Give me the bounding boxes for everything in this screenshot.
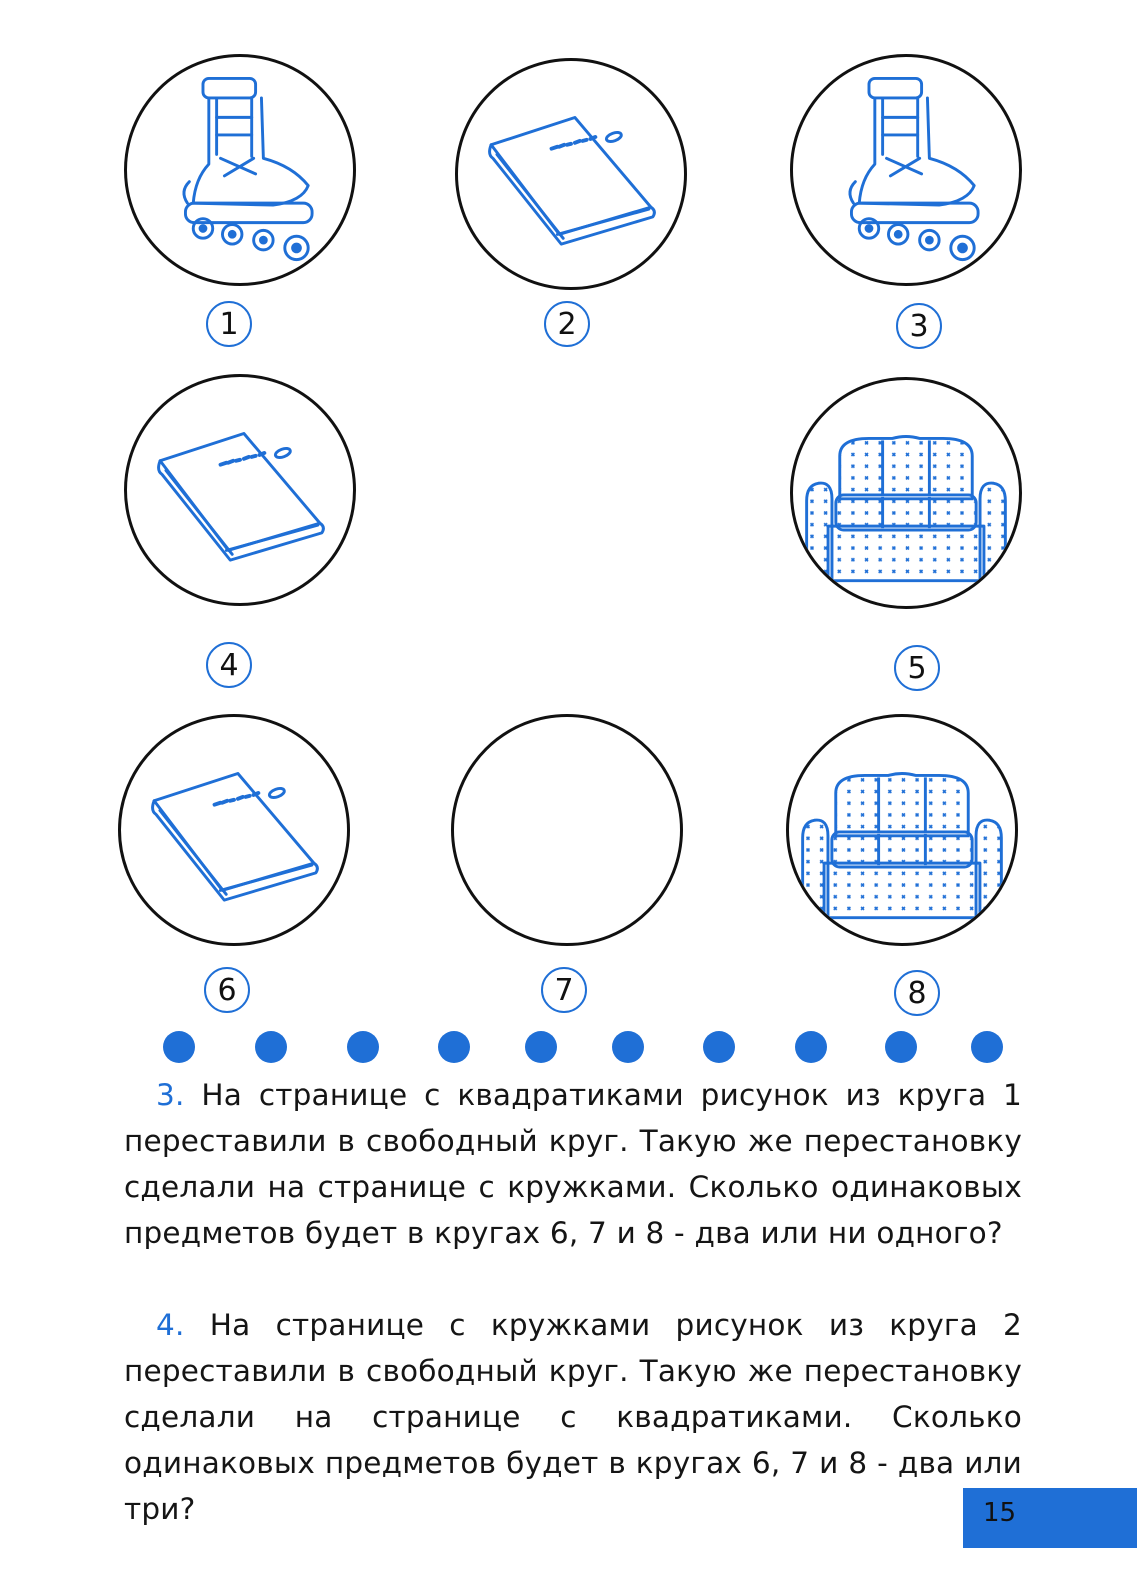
circle-7-empty	[451, 714, 683, 946]
circle-number-8: 8	[894, 970, 940, 1016]
circle-4	[124, 374, 356, 606]
circle-number-1: 1	[206, 301, 252, 347]
divider-dot	[163, 1031, 195, 1063]
divider-dot	[347, 1031, 379, 1063]
notebook-icon	[458, 61, 684, 287]
task-text: На странице с кружками рисунок из круга 2 переставили в свободный круг. Такую же перестановку сделали на странице с квадратиками. Сколько одинаковых предметов будет в кругах 6, 7 и 8 - два или три?	[124, 1308, 1022, 1526]
sofa-icon	[789, 717, 1015, 943]
circle-number-5: 5	[894, 645, 940, 691]
divider-dot	[525, 1031, 557, 1063]
circle-2	[455, 58, 687, 290]
notebook-icon	[121, 717, 347, 943]
circle-number-4: 4	[206, 642, 252, 688]
circle-number-7: 7	[541, 967, 587, 1013]
divider-dot	[795, 1031, 827, 1063]
circle-3	[790, 54, 1022, 286]
sofa-icon	[793, 380, 1019, 606]
circle-1	[124, 54, 356, 286]
notebook-icon	[127, 377, 353, 603]
divider-dots	[163, 1031, 1003, 1067]
circle-number-6: 6	[204, 967, 250, 1013]
task-4	[124, 1302, 1022, 1532]
circle-8	[786, 714, 1018, 946]
divider-dot	[255, 1031, 287, 1063]
divider-dot	[438, 1031, 470, 1063]
circle-number-2: 2	[544, 301, 590, 347]
task-number: 3.	[156, 1078, 185, 1112]
divider-dot	[612, 1031, 644, 1063]
divider-dot	[885, 1031, 917, 1063]
task-3	[124, 1072, 1022, 1256]
divider-dot	[971, 1031, 1003, 1063]
roller-skate-icon	[793, 57, 1019, 283]
circle-5	[790, 377, 1022, 609]
task-text: На странице с квадратиками рисунок из круга 1 переставили в свободный круг. Такую же перестановку сделали на странице с кружками. Сколько одинаковых предметов будет в кругах 6, 7 и 8 - два или ни одного?	[124, 1078, 1023, 1250]
divider-dot	[703, 1031, 735, 1063]
roller-skate-icon	[127, 57, 353, 283]
circle-6	[118, 714, 350, 946]
task-number: 4.	[156, 1308, 185, 1342]
circle-number-3: 3	[896, 303, 942, 349]
page-number: 15	[983, 1498, 1017, 1528]
